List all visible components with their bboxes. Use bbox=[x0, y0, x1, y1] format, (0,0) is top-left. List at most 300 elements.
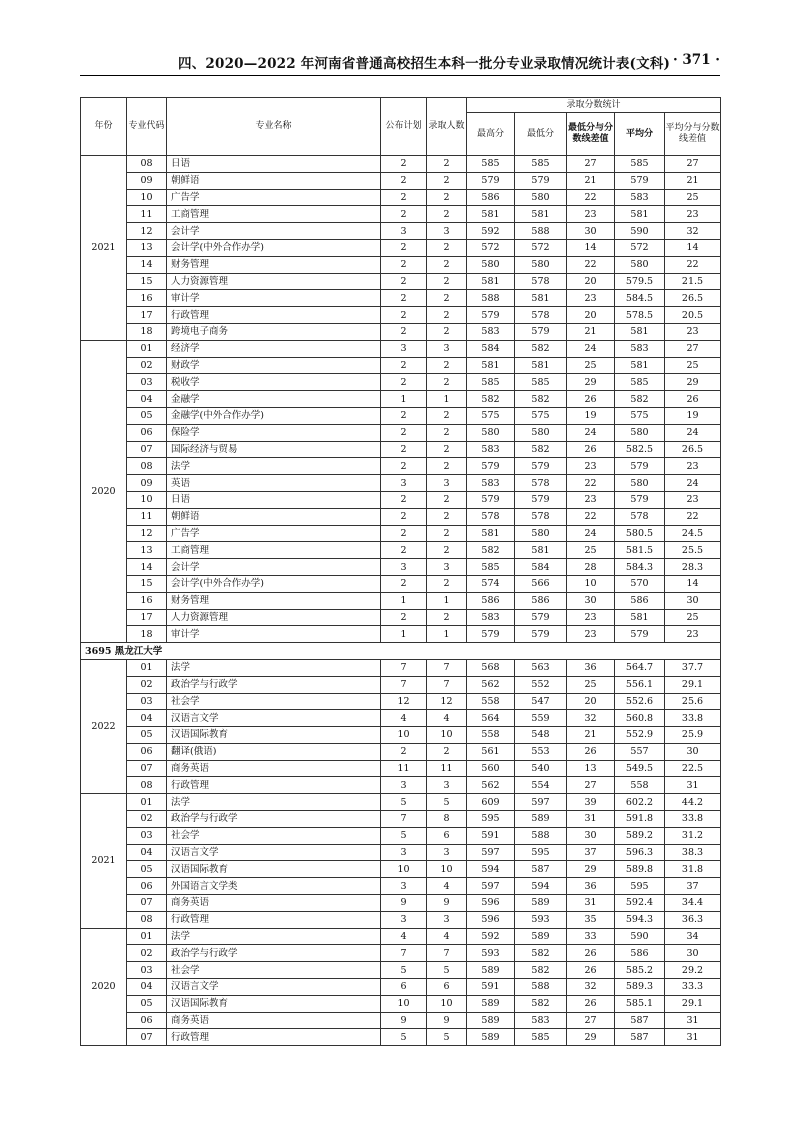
cell-avg-diff: 29.1 bbox=[665, 995, 721, 1012]
table-row bbox=[81, 995, 721, 1012]
col-avg-diff: 平均分与分数线差值 bbox=[665, 113, 721, 156]
cell-plan: 11 bbox=[381, 760, 427, 777]
cell-avg-diff: 14 bbox=[665, 239, 721, 256]
cell-admitted: 11 bbox=[427, 760, 467, 777]
cell-min-diff: 23 bbox=[567, 206, 615, 223]
cell-min: 578 bbox=[515, 475, 567, 492]
cell-name: 审计学 bbox=[167, 626, 381, 643]
cell-min-diff: 21 bbox=[567, 727, 615, 744]
cell-min: 589 bbox=[515, 895, 567, 912]
cell-min-diff: 13 bbox=[567, 760, 615, 777]
cell-min-diff: 26 bbox=[567, 441, 615, 458]
cell-min: 581 bbox=[515, 206, 567, 223]
table-row bbox=[81, 928, 721, 945]
cell-name: 外国语言文学类 bbox=[167, 878, 381, 895]
cell-plan: 3 bbox=[381, 340, 427, 357]
cell-avg: 583 bbox=[615, 189, 665, 206]
cell-max: 561 bbox=[467, 743, 515, 760]
cell-plan: 2 bbox=[381, 441, 427, 458]
cell-avg: 558 bbox=[615, 777, 665, 794]
cell-min-diff: 26 bbox=[567, 962, 615, 979]
cell-code: 10 bbox=[127, 189, 167, 206]
cell-admitted: 3 bbox=[427, 844, 467, 861]
cell-avg-diff: 31.8 bbox=[665, 861, 721, 878]
cell-name: 汉语言文学 bbox=[167, 844, 381, 861]
cell-admitted: 2 bbox=[427, 458, 467, 475]
cell-max: 580 bbox=[467, 256, 515, 273]
cell-code: 14 bbox=[127, 559, 167, 576]
cell-name: 会计学(中外合作办学) bbox=[167, 239, 381, 256]
cell-avg-diff: 34.4 bbox=[665, 895, 721, 912]
cell-code: 04 bbox=[127, 391, 167, 408]
cell-max: 592 bbox=[467, 928, 515, 945]
table-row bbox=[81, 206, 721, 223]
cell-code: 13 bbox=[127, 239, 167, 256]
cell-admitted: 2 bbox=[427, 609, 467, 626]
cell-plan: 7 bbox=[381, 811, 427, 828]
table-row bbox=[81, 760, 721, 777]
cell-min-diff: 29 bbox=[567, 861, 615, 878]
cell-min: 566 bbox=[515, 575, 567, 592]
cell-avg: 579 bbox=[615, 626, 665, 643]
cell-min-diff: 28 bbox=[567, 559, 615, 576]
cell-admitted: 2 bbox=[427, 156, 467, 173]
cell-max: 574 bbox=[467, 575, 515, 592]
table-row bbox=[81, 239, 721, 256]
table-row bbox=[81, 1029, 721, 1046]
cell-avg-diff: 26 bbox=[665, 391, 721, 408]
cell-avg-diff: 29.2 bbox=[665, 962, 721, 979]
cell-name: 翻译(俄语) bbox=[167, 743, 381, 760]
cell-min: 563 bbox=[515, 659, 567, 676]
cell-min-diff: 23 bbox=[567, 290, 615, 307]
cell-max: 558 bbox=[467, 727, 515, 744]
cell-min-diff: 26 bbox=[567, 743, 615, 760]
cell-avg: 590 bbox=[615, 928, 665, 945]
cell-min: 582 bbox=[515, 441, 567, 458]
cell-avg-diff: 19 bbox=[665, 407, 721, 424]
table-row bbox=[81, 962, 721, 979]
cell-code: 05 bbox=[127, 727, 167, 744]
cell-avg-diff: 23 bbox=[665, 323, 721, 340]
cell-admitted: 3 bbox=[427, 223, 467, 240]
cell-avg: 589.8 bbox=[615, 861, 665, 878]
cell-code: 10 bbox=[127, 491, 167, 508]
cell-min-diff: 20 bbox=[567, 693, 615, 710]
cell-name: 商务英语 bbox=[167, 895, 381, 912]
cell-min-diff: 29 bbox=[567, 1029, 615, 1046]
cell-name: 商务英语 bbox=[167, 760, 381, 777]
cell-min-diff: 30 bbox=[567, 592, 615, 609]
cell-admitted: 2 bbox=[427, 491, 467, 508]
table-row bbox=[81, 1012, 721, 1029]
cell-max: 564 bbox=[467, 710, 515, 727]
table-row bbox=[81, 911, 721, 928]
cell-code: 09 bbox=[127, 475, 167, 492]
cell-min: 572 bbox=[515, 239, 567, 256]
cell-name: 行政管理 bbox=[167, 1029, 381, 1046]
cell-name: 政治学与行政学 bbox=[167, 945, 381, 962]
table-row bbox=[81, 407, 721, 424]
cell-name: 法学 bbox=[167, 928, 381, 945]
cell-name: 经济学 bbox=[167, 340, 381, 357]
cell-min-diff: 23 bbox=[567, 491, 615, 508]
cell-plan: 2 bbox=[381, 357, 427, 374]
cell-avg: 581 bbox=[615, 206, 665, 223]
cell-admitted: 3 bbox=[427, 340, 467, 357]
cell-min: 587 bbox=[515, 861, 567, 878]
cell-admitted: 2 bbox=[427, 239, 467, 256]
cell-max: 589 bbox=[467, 962, 515, 979]
table-row bbox=[81, 592, 721, 609]
cell-min-diff: 24 bbox=[567, 340, 615, 357]
cell-min: 578 bbox=[515, 273, 567, 290]
cell-min: 547 bbox=[515, 693, 567, 710]
cell-plan: 1 bbox=[381, 626, 427, 643]
cell-max: 585 bbox=[467, 559, 515, 576]
cell-plan: 2 bbox=[381, 206, 427, 223]
cell-avg: 595 bbox=[615, 878, 665, 895]
cell-avg: 583 bbox=[615, 340, 665, 357]
cell-avg: 582.5 bbox=[615, 441, 665, 458]
cell-name: 法学 bbox=[167, 458, 381, 475]
cell-avg: 589.2 bbox=[615, 827, 665, 844]
cell-min: 582 bbox=[515, 340, 567, 357]
cell-avg-diff: 25.9 bbox=[665, 727, 721, 744]
cell-name: 行政管理 bbox=[167, 777, 381, 794]
table-row bbox=[81, 491, 721, 508]
cell-plan: 3 bbox=[381, 844, 427, 861]
cell-code: 18 bbox=[127, 626, 167, 643]
cell-avg: 572 bbox=[615, 239, 665, 256]
cell-code: 07 bbox=[127, 1029, 167, 1046]
cell-avg-diff: 33.8 bbox=[665, 710, 721, 727]
cell-min-diff: 35 bbox=[567, 911, 615, 928]
cell-plan: 2 bbox=[381, 542, 427, 559]
table-row bbox=[81, 777, 721, 794]
cell-min-diff: 20 bbox=[567, 307, 615, 324]
cell-code: 08 bbox=[127, 911, 167, 928]
cell-min-diff: 39 bbox=[567, 794, 615, 811]
cell-min-diff: 22 bbox=[567, 508, 615, 525]
col-avg: 平均分 bbox=[615, 113, 665, 156]
cell-admitted: 2 bbox=[427, 357, 467, 374]
table-row bbox=[81, 172, 721, 189]
cell-avg: 594.3 bbox=[615, 911, 665, 928]
cell-name: 会计学 bbox=[167, 223, 381, 240]
table-row bbox=[81, 626, 721, 643]
cell-min-diff: 21 bbox=[567, 323, 615, 340]
cell-name: 行政管理 bbox=[167, 911, 381, 928]
cell-max: 580 bbox=[467, 424, 515, 441]
cell-name: 会计学 bbox=[167, 559, 381, 576]
cell-code: 01 bbox=[127, 340, 167, 357]
cell-code: 12 bbox=[127, 525, 167, 542]
cell-avg-diff: 23 bbox=[665, 491, 721, 508]
cell-plan: 2 bbox=[381, 743, 427, 760]
table-row bbox=[81, 811, 721, 828]
col-stats-group: 录取分数统计 bbox=[467, 98, 721, 113]
table-row bbox=[81, 945, 721, 962]
cell-avg-diff: 21.5 bbox=[665, 273, 721, 290]
cell-name: 会计学(中外合作办学) bbox=[167, 575, 381, 592]
table-row bbox=[81, 878, 721, 895]
cell-admitted: 2 bbox=[427, 273, 467, 290]
cell-max: 589 bbox=[467, 1012, 515, 1029]
cell-code: 16 bbox=[127, 592, 167, 609]
cell-plan: 3 bbox=[381, 559, 427, 576]
cell-admitted: 9 bbox=[427, 1012, 467, 1029]
cell-plan: 7 bbox=[381, 945, 427, 962]
cell-min-diff: 22 bbox=[567, 475, 615, 492]
cell-admitted: 8 bbox=[427, 811, 467, 828]
cell-avg: 590 bbox=[615, 223, 665, 240]
cell-avg: 591.8 bbox=[615, 811, 665, 828]
cell-max: 594 bbox=[467, 861, 515, 878]
cell-admitted: 2 bbox=[427, 189, 467, 206]
cell-min-diff: 25 bbox=[567, 542, 615, 559]
cell-code: 02 bbox=[127, 676, 167, 693]
cell-code: 08 bbox=[127, 458, 167, 475]
cell-max: 579 bbox=[467, 172, 515, 189]
cell-min-diff: 26 bbox=[567, 995, 615, 1012]
cell-name: 朝鲜语 bbox=[167, 508, 381, 525]
cell-max: 582 bbox=[467, 542, 515, 559]
cell-plan: 3 bbox=[381, 911, 427, 928]
table-row bbox=[81, 323, 721, 340]
cell-min: 580 bbox=[515, 256, 567, 273]
cell-avg: 579.5 bbox=[615, 273, 665, 290]
cell-min: 582 bbox=[515, 995, 567, 1012]
cell-avg: 587 bbox=[615, 1029, 665, 1046]
cell-avg-diff: 21 bbox=[665, 172, 721, 189]
cell-code: 02 bbox=[127, 357, 167, 374]
cell-plan: 2 bbox=[381, 525, 427, 542]
cell-max: 595 bbox=[467, 811, 515, 828]
page-header bbox=[80, 50, 720, 74]
cell-avg-diff: 27 bbox=[665, 156, 721, 173]
cell-min-diff: 32 bbox=[567, 710, 615, 727]
cell-avg-diff: 25.6 bbox=[665, 693, 721, 710]
cell-avg-diff: 32 bbox=[665, 223, 721, 240]
cell-min: 593 bbox=[515, 911, 567, 928]
cell-min: 559 bbox=[515, 710, 567, 727]
cell-avg: 579 bbox=[615, 172, 665, 189]
cell-admitted: 2 bbox=[427, 542, 467, 559]
cell-admitted: 5 bbox=[427, 962, 467, 979]
cell-min: 548 bbox=[515, 727, 567, 744]
cell-max: 581 bbox=[467, 206, 515, 223]
cell-name: 社会学 bbox=[167, 962, 381, 979]
cell-avg-diff: 44.2 bbox=[665, 794, 721, 811]
cell-plan: 2 bbox=[381, 407, 427, 424]
cell-avg-diff: 25.5 bbox=[665, 542, 721, 559]
table-row bbox=[81, 374, 721, 391]
cell-admitted: 7 bbox=[427, 945, 467, 962]
cell-max: 585 bbox=[467, 156, 515, 173]
cell-max: 568 bbox=[467, 659, 515, 676]
table-row bbox=[81, 508, 721, 525]
cell-code: 14 bbox=[127, 256, 167, 273]
university-row bbox=[81, 643, 721, 660]
cell-admitted: 2 bbox=[427, 575, 467, 592]
cell-admitted: 2 bbox=[427, 743, 467, 760]
cell-name: 社会学 bbox=[167, 693, 381, 710]
cell-avg-diff: 34 bbox=[665, 928, 721, 945]
cell-code: 02 bbox=[127, 945, 167, 962]
cell-admitted: 7 bbox=[427, 676, 467, 693]
cell-max: 586 bbox=[467, 592, 515, 609]
cell-max: 558 bbox=[467, 693, 515, 710]
cell-avg: 552.6 bbox=[615, 693, 665, 710]
table-row bbox=[81, 743, 721, 760]
cell-plan: 12 bbox=[381, 693, 427, 710]
cell-plan: 2 bbox=[381, 374, 427, 391]
cell-avg: 564.7 bbox=[615, 659, 665, 676]
cell-min-diff: 27 bbox=[567, 777, 615, 794]
cell-avg: 580 bbox=[615, 256, 665, 273]
cell-avg: 586 bbox=[615, 592, 665, 609]
cell-plan: 2 bbox=[381, 239, 427, 256]
table-row bbox=[81, 827, 721, 844]
cell-code: 02 bbox=[127, 811, 167, 828]
cell-min: 589 bbox=[515, 928, 567, 945]
cell-avg-diff: 33.3 bbox=[665, 979, 721, 996]
cell-name: 财务管理 bbox=[167, 592, 381, 609]
cell-plan: 5 bbox=[381, 827, 427, 844]
year-cell: 2021 bbox=[81, 156, 127, 341]
cell-avg-diff: 31 bbox=[665, 1029, 721, 1046]
cell-avg-diff: 30 bbox=[665, 945, 721, 962]
cell-min-diff: 23 bbox=[567, 609, 615, 626]
page-title: 四、2020—2022 年河南省普通高校招生本科一批分专业录取情况统计表(文科) bbox=[178, 56, 671, 72]
cell-admitted: 4 bbox=[427, 878, 467, 895]
cell-max: 586 bbox=[467, 189, 515, 206]
cell-code: 03 bbox=[127, 693, 167, 710]
cell-min-diff: 30 bbox=[567, 827, 615, 844]
cell-min: 578 bbox=[515, 508, 567, 525]
col-admitted: 录取人数 bbox=[427, 98, 467, 156]
cell-min-diff: 25 bbox=[567, 676, 615, 693]
cell-min: 552 bbox=[515, 676, 567, 693]
cell-admitted: 2 bbox=[427, 323, 467, 340]
table-row bbox=[81, 290, 721, 307]
cell-admitted: 2 bbox=[427, 508, 467, 525]
cell-avg: 585.1 bbox=[615, 995, 665, 1012]
cell-avg-diff: 20.5 bbox=[665, 307, 721, 324]
cell-max: 596 bbox=[467, 911, 515, 928]
cell-plan: 3 bbox=[381, 777, 427, 794]
cell-plan: 3 bbox=[381, 223, 427, 240]
cell-code: 09 bbox=[127, 172, 167, 189]
cell-name: 汉语国际教育 bbox=[167, 727, 381, 744]
cell-max: 581 bbox=[467, 525, 515, 542]
cell-name: 广告学 bbox=[167, 525, 381, 542]
cell-plan: 7 bbox=[381, 659, 427, 676]
cell-code: 03 bbox=[127, 374, 167, 391]
cell-avg: 585.2 bbox=[615, 962, 665, 979]
cell-min: 579 bbox=[515, 609, 567, 626]
cell-avg-diff: 33.8 bbox=[665, 811, 721, 828]
admission-table bbox=[80, 97, 721, 1046]
cell-plan: 10 bbox=[381, 727, 427, 744]
cell-min: 581 bbox=[515, 290, 567, 307]
cell-avg-diff: 25 bbox=[665, 357, 721, 374]
cell-min-diff: 23 bbox=[567, 626, 615, 643]
cell-max: 562 bbox=[467, 676, 515, 693]
cell-avg-diff: 26.5 bbox=[665, 441, 721, 458]
cell-max: 589 bbox=[467, 1029, 515, 1046]
cell-avg: 584.5 bbox=[615, 290, 665, 307]
cell-avg: 557 bbox=[615, 743, 665, 760]
cell-min: 588 bbox=[515, 827, 567, 844]
cell-avg: 579 bbox=[615, 458, 665, 475]
table-row bbox=[81, 861, 721, 878]
cell-min-diff: 36 bbox=[567, 878, 615, 895]
cell-max: 583 bbox=[467, 441, 515, 458]
cell-admitted: 4 bbox=[427, 710, 467, 727]
cell-plan: 10 bbox=[381, 995, 427, 1012]
cell-avg-diff: 23 bbox=[665, 458, 721, 475]
cell-name: 法学 bbox=[167, 659, 381, 676]
cell-admitted: 2 bbox=[427, 424, 467, 441]
cell-avg: 585 bbox=[615, 374, 665, 391]
cell-code: 04 bbox=[127, 710, 167, 727]
cell-plan: 9 bbox=[381, 895, 427, 912]
cell-min-diff: 31 bbox=[567, 895, 615, 912]
cell-min: 595 bbox=[515, 844, 567, 861]
cell-avg-diff: 26.5 bbox=[665, 290, 721, 307]
cell-name: 商务英语 bbox=[167, 1012, 381, 1029]
cell-plan: 4 bbox=[381, 710, 427, 727]
cell-min: 597 bbox=[515, 794, 567, 811]
cell-admitted: 2 bbox=[427, 206, 467, 223]
table-row bbox=[81, 441, 721, 458]
col-year: 年份 bbox=[81, 98, 127, 156]
cell-code: 01 bbox=[127, 659, 167, 676]
table-row bbox=[81, 307, 721, 324]
cell-min: 582 bbox=[515, 391, 567, 408]
cell-name: 税收学 bbox=[167, 374, 381, 391]
cell-avg-diff: 27 bbox=[665, 340, 721, 357]
cell-avg-diff: 29.1 bbox=[665, 676, 721, 693]
cell-max: 589 bbox=[467, 995, 515, 1012]
cell-admitted: 10 bbox=[427, 995, 467, 1012]
cell-min: 580 bbox=[515, 424, 567, 441]
cell-min: 581 bbox=[515, 542, 567, 559]
cell-name: 政治学与行政学 bbox=[167, 676, 381, 693]
cell-admitted: 1 bbox=[427, 592, 467, 609]
cell-avg-diff: 30 bbox=[665, 743, 721, 760]
cell-admitted: 2 bbox=[427, 407, 467, 424]
year-cell: 2020 bbox=[81, 928, 127, 1046]
cell-admitted: 1 bbox=[427, 626, 467, 643]
cell-plan: 5 bbox=[381, 794, 427, 811]
cell-name: 法学 bbox=[167, 794, 381, 811]
cell-name: 日语 bbox=[167, 156, 381, 173]
col-min-diff: 最低分与分数线差值 bbox=[567, 113, 615, 156]
cell-max: 575 bbox=[467, 407, 515, 424]
table-row bbox=[81, 559, 721, 576]
cell-avg: 581.5 bbox=[615, 542, 665, 559]
cell-admitted: 9 bbox=[427, 895, 467, 912]
cell-min-diff: 26 bbox=[567, 391, 615, 408]
cell-code: 07 bbox=[127, 760, 167, 777]
cell-avg-diff: 24 bbox=[665, 424, 721, 441]
table-row bbox=[81, 693, 721, 710]
table-row bbox=[81, 340, 721, 357]
cell-avg: 581 bbox=[615, 357, 665, 374]
